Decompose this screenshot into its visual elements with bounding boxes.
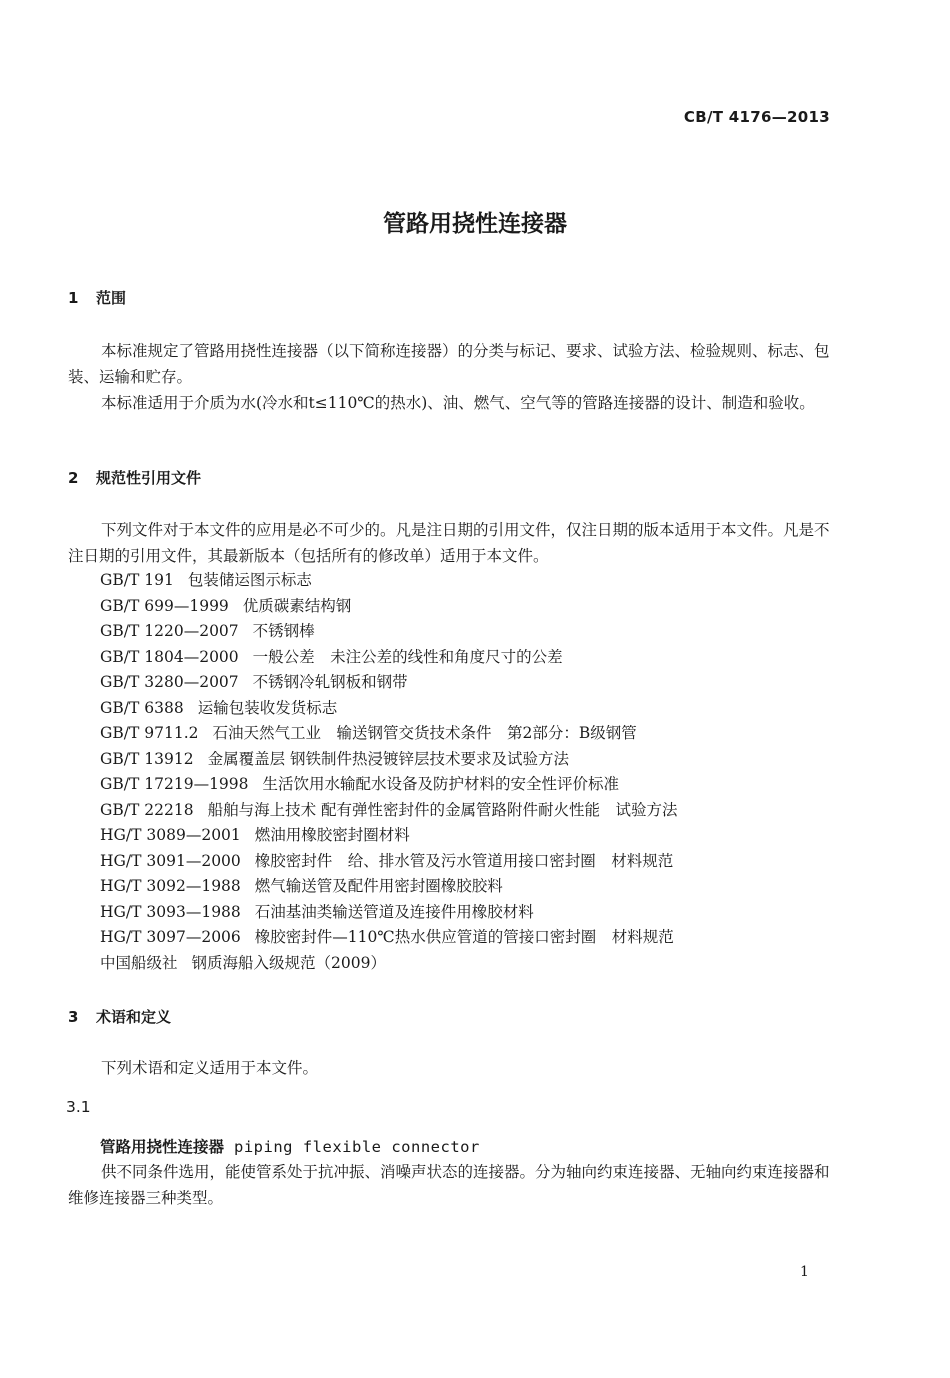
reference-item (100, 900, 678, 926)
reference-item (100, 874, 678, 900)
reference-title: 船舶与海上技术 配有弹性密封件的金属管路附件耐火性能 试验方法 (207, 800, 678, 819)
reference-title: 金属覆盖层 钢铁制件热浸镀锌层技术要求及试验方法 (207, 749, 570, 768)
section-title: 规范性引用文件 (96, 469, 202, 487)
reference-title: 石油基油类输送管道及连接件用橡胶材料 (254, 902, 534, 921)
reference-title: 石油天然气工业 输送钢管交货技术条件 第2部分：B级钢管 (212, 724, 637, 742)
reference-item (100, 772, 678, 798)
reference-code: HG/T 3091—2000 (100, 851, 241, 870)
section-title: 术语和定义 (96, 1008, 172, 1026)
term-number: 3.1 (66, 1098, 91, 1116)
section-number: 2 (68, 469, 79, 487)
reference-code: 中国船级社 (100, 953, 178, 972)
section-heading-scope (68, 287, 126, 308)
reference-item (100, 568, 678, 594)
reference-code: GB/T 699—1999 (100, 596, 229, 615)
references-intro: 下列文件对于本文件的应用是必不可少的。凡是注日期的引用文件，仅注日期的版本适用于本文件。凡是不注日期的引用文件，其最新版本（包括所有的修改单）适用于本文件。 (68, 521, 830, 565)
terms-intro: 下列术语和定义适用于本文件。 (101, 1059, 319, 1077)
reference-item (100, 696, 678, 722)
reference-code: HG/T 3097—2006 (100, 928, 241, 946)
reference-code: HG/T 3093—1988 (100, 902, 241, 921)
term-english: piping flexible connector (234, 1138, 480, 1156)
document-title: 管路用挠性连接器 (383, 211, 567, 237)
reference-code: GB/T 22218 (100, 800, 194, 819)
page-number: 1 (800, 1264, 809, 1280)
scope-paragraph-2: 本标准适用于介质为水(冷水和t≤110℃的热水)、油、燃气、空气等的管路连接器的设计、制造和验收。 (101, 394, 815, 412)
term-chinese: 管路用挠性连接器 (100, 1138, 225, 1156)
reference-item (100, 645, 678, 671)
reference-title: 优质碳素结构钢 (242, 596, 352, 615)
reference-item (100, 594, 678, 620)
reference-item (100, 721, 678, 747)
reference-item (100, 747, 678, 773)
reference-code: GB/T 13912 (100, 749, 194, 768)
section-heading-references (68, 467, 201, 488)
reference-title: 燃气输送管及配件用密封圈橡胶胶料 (254, 877, 503, 895)
reference-code: GB/T 3280—2007 (100, 673, 239, 691)
reference-title: 钢质海船入级规范（2009） (191, 953, 386, 972)
reference-title: 包装储运图示标志 (187, 571, 312, 589)
reference-code: GB/T 9711.2 (100, 724, 199, 742)
reference-item (100, 925, 678, 951)
reference-item (100, 849, 678, 875)
reference-code: GB/T 1220—2007 (100, 622, 239, 640)
reference-code: HG/T 3092—1988 (100, 877, 241, 895)
section-number: 1 (68, 289, 79, 307)
reference-code: GB/T 191 (100, 571, 174, 589)
reference-title: 橡胶密封件—110℃热水供应管道的管接口密封圈 材料规范 (254, 928, 674, 946)
reference-title: 橡胶密封件 给、排水管及污水管道用接口密封圈 材料规范 (254, 851, 674, 870)
reference-code: GB/T 1804—2000 (100, 647, 239, 666)
reference-item (100, 670, 678, 696)
reference-title: 不锈钢棒 (252, 622, 315, 640)
standard-code: CB/T 4176—2013 (683, 108, 830, 126)
reference-item (100, 823, 678, 849)
reference-item (100, 951, 678, 977)
reference-code: GB/T 17219—1998 (100, 775, 249, 793)
section-number: 3 (68, 1008, 79, 1026)
reference-title: 燃油用橡胶密封圈材料 (254, 826, 410, 844)
reference-list (100, 568, 678, 976)
reference-code: HG/T 3089—2001 (100, 826, 241, 844)
reference-title: 一般公差 未注公差的线性和角度尺寸的公差 (252, 647, 563, 666)
term-definition: 供不同条件选用，能使管系处于抗冲振、消噪声状态的连接器。分为轴向约束连接器、无轴向约束连接器和维修连接器三种类型。 (68, 1163, 830, 1207)
reference-title: 运输包装收发货标志 (197, 698, 338, 717)
term-heading (100, 1135, 480, 1157)
reference-title: 生活饮用水输配水设备及防护材料的安全性评价标准 (262, 775, 620, 793)
scope-paragraph-1: 本标准规定了管路用挠性连接器（以下简称连接器）的分类与标记、要求、试验方法、检验规则、标志、包装、运输和贮存。 (68, 342, 830, 386)
section-heading-terms (68, 1006, 171, 1027)
reference-item (100, 619, 678, 645)
reference-item (100, 798, 678, 824)
reference-title: 不锈钢冷轧钢板和钢带 (252, 673, 408, 691)
reference-code: GB/T 6388 (100, 698, 184, 717)
section-title: 范围 (96, 289, 127, 307)
